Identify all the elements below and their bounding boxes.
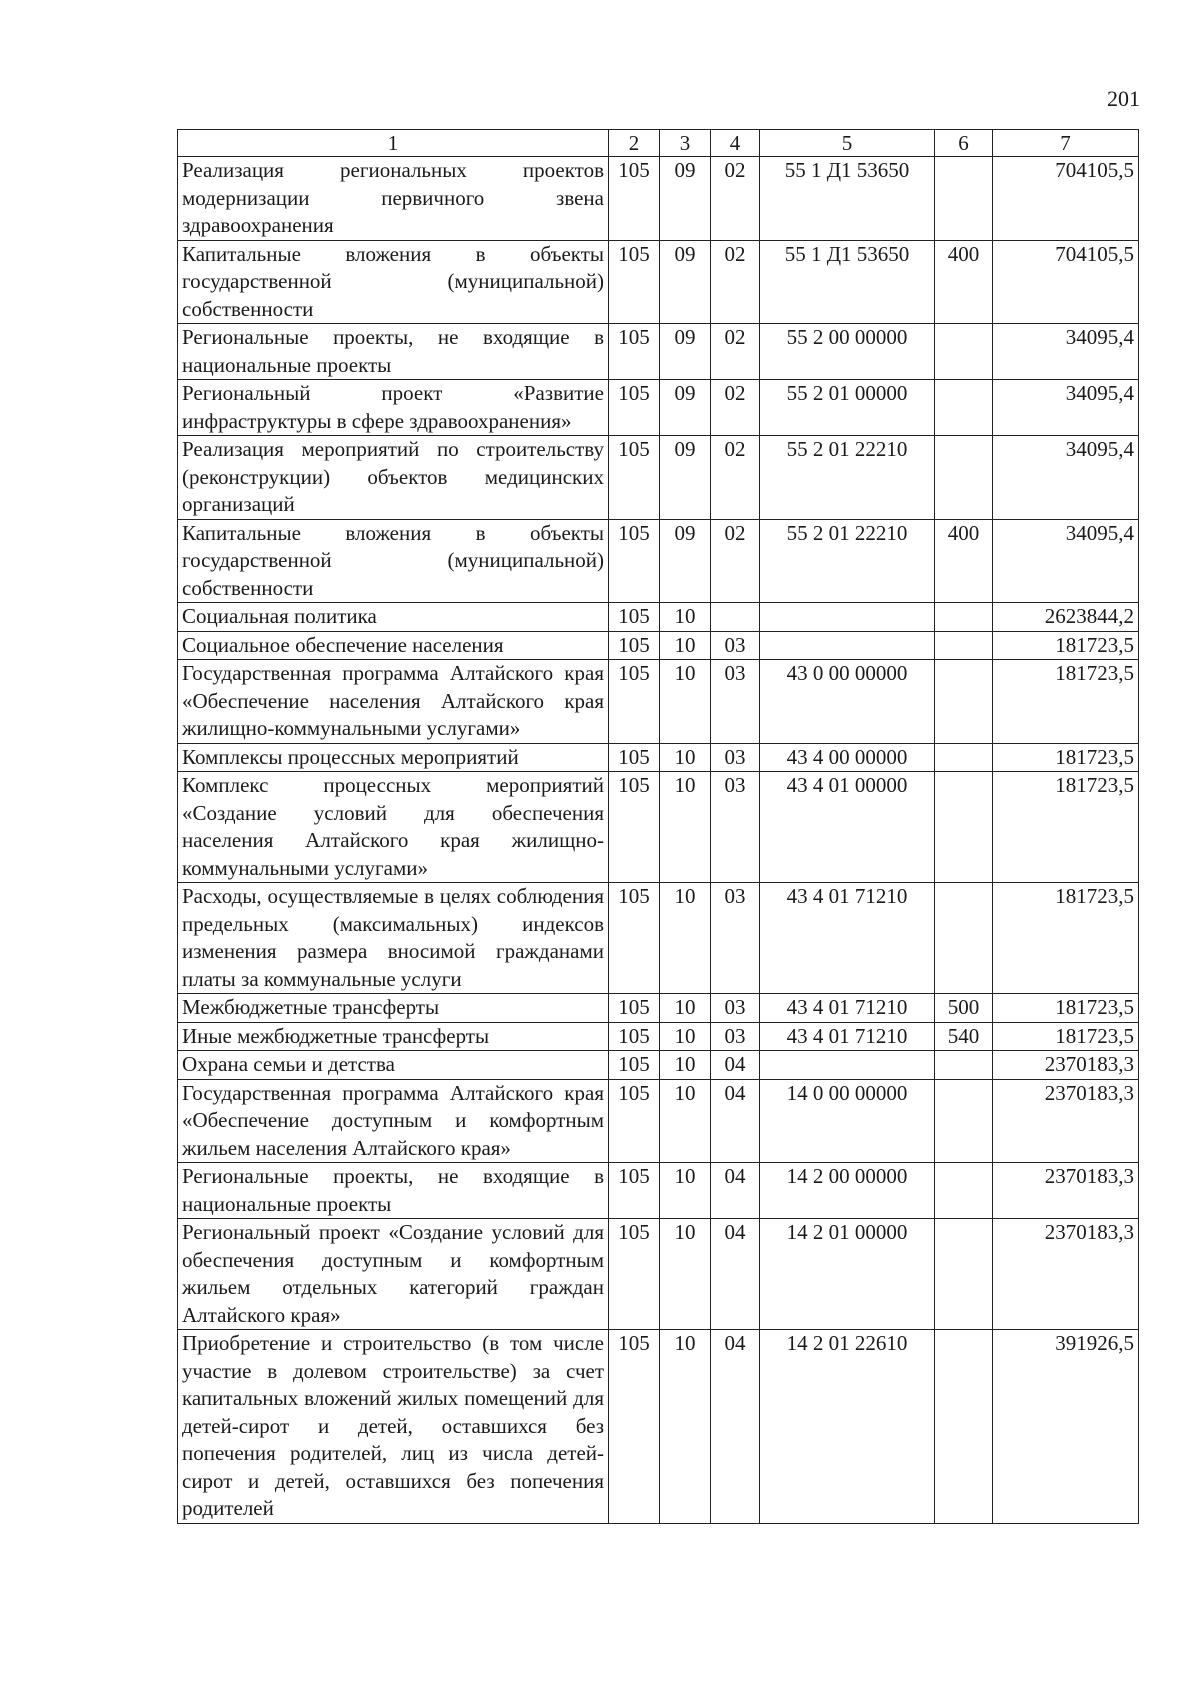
expense-type-cell [935,157,993,241]
subsection-code-cell: 02 [711,157,760,241]
table-row [178,324,1139,380]
table-row [178,743,1139,772]
expense-type-cell [935,631,993,660]
row-name-cell: Региональные проекты, не входящие в национальные проекты [178,324,609,380]
amount-cell: 2370183,3 [993,1219,1139,1330]
target-article-cell: 43 4 01 71210 [760,994,935,1023]
section-code-cell: 09 [660,240,711,324]
amount-cell: 34095,4 [993,519,1139,603]
ministry-code-cell: 105 [609,1219,660,1330]
amount-cell: 2370183,3 [993,1051,1139,1080]
header-cell-2: 2 [609,130,660,157]
section-code-cell: 09 [660,157,711,241]
target-article-cell: 43 0 00 00000 [760,660,935,744]
row-name-cell: Государственная программа Алтайского края «Обеспечение доступным и комфортным жильем населения Алтайского края» [178,1079,609,1163]
subsection-code-cell: 03 [711,743,760,772]
subsection-code-cell: 04 [711,1330,760,1524]
section-code-cell: 09 [660,436,711,520]
ministry-code-cell: 105 [609,603,660,632]
table-row [178,1051,1139,1080]
row-name-cell: Региональные проекты, не входящие в национальные проекты [178,1163,609,1219]
section-code-cell: 10 [660,1330,711,1524]
amount-cell: 181723,5 [993,1022,1139,1051]
row-name-cell: Комплекс процессных мероприятий «Создание условий для обеспечения населения Алтайского края жилищно-коммунальными услугами» [178,772,609,883]
row-name-cell: Капитальные вложения в объекты государственной (муниципальной) собственности [178,240,609,324]
expense-type-cell [935,743,993,772]
target-article-cell [760,631,935,660]
row-name-cell: Расходы, осуществляемые в целях соблюдения предельных (максимальных) индексов изменения размера вносимой гражданами платы за коммунальные услуги [178,883,609,994]
ministry-code-cell: 105 [609,1051,660,1080]
subsection-code-cell: 03 [711,772,760,883]
amount-cell: 2370183,3 [993,1079,1139,1163]
table-row [178,157,1139,241]
subsection-code-cell: 04 [711,1219,760,1330]
row-name-cell: Иные межбюджетные трансферты [178,1022,609,1051]
expense-type-cell [935,436,993,520]
table-row [178,1219,1139,1330]
expense-type-cell: 500 [935,994,993,1023]
row-name-cell: Приобретение и строительство (в том числе участие в долевом строительстве) за счет капитальных вложений жилых помещений для детей-сирот и детей, оставшихся без попечения родителей, лиц из числа детей-сирот и детей, оставшихся без попечения родителей [178,1330,609,1524]
header-cell-5: 5 [760,130,935,157]
subsection-code-cell: 04 [711,1051,760,1080]
expense-type-cell [935,1079,993,1163]
section-code-cell: 09 [660,324,711,380]
page-number: 201 [1107,86,1140,111]
section-code-cell: 10 [660,660,711,744]
target-article-cell: 55 1 Д1 53650 [760,157,935,241]
table-row [178,519,1139,603]
target-article-cell: 14 2 01 22610 [760,1330,935,1524]
expense-type-cell [935,1051,993,1080]
subsection-code-cell: 04 [711,1079,760,1163]
amount-cell: 181723,5 [993,660,1139,744]
amount-cell: 181723,5 [993,772,1139,883]
amount-cell: 34095,4 [993,380,1139,436]
ministry-code-cell: 105 [609,519,660,603]
header-cell-4: 4 [711,130,760,157]
ministry-code-cell: 105 [609,743,660,772]
section-code-cell: 10 [660,743,711,772]
ministry-code-cell: 105 [609,436,660,520]
budget-table [177,129,1139,1524]
section-code-cell: 10 [660,1163,711,1219]
subsection-code-cell: 02 [711,436,760,520]
section-code-cell: 10 [660,603,711,632]
ministry-code-cell: 105 [609,380,660,436]
table-row [178,883,1139,994]
target-article-cell: 55 2 01 22210 [760,519,935,603]
target-article-cell [760,1051,935,1080]
section-code-cell: 10 [660,631,711,660]
amount-cell: 2623844,2 [993,603,1139,632]
amount-cell: 391926,5 [993,1330,1139,1524]
subsection-code-cell: 02 [711,519,760,603]
row-name-cell: Социальная политика [178,603,609,632]
amount-cell: 181723,5 [993,883,1139,994]
expense-type-cell [935,603,993,632]
row-name-cell: Региональный проект «Развитие инфраструктуры в сфере здравоохранения» [178,380,609,436]
target-article-cell: 55 2 01 00000 [760,380,935,436]
header-cell-1: 1 [178,130,609,157]
table-row [178,436,1139,520]
table-row [178,631,1139,660]
expense-type-cell [935,660,993,744]
table-row [178,1022,1139,1051]
subsection-code-cell: 03 [711,883,760,994]
row-name-cell: Межбюджетные трансферты [178,994,609,1023]
table-row [178,603,1139,632]
ministry-code-cell: 105 [609,883,660,994]
subsection-code-cell: 02 [711,240,760,324]
ministry-code-cell: 105 [609,157,660,241]
subsection-code-cell: 03 [711,994,760,1023]
ministry-code-cell: 105 [609,994,660,1023]
target-article-cell: 43 4 01 71210 [760,883,935,994]
expense-type-cell [935,324,993,380]
expense-type-cell [935,1330,993,1524]
target-article-cell: 43 4 01 71210 [760,1022,935,1051]
table-row [178,1330,1139,1524]
section-code-cell: 10 [660,1022,711,1051]
table-row [178,1079,1139,1163]
ministry-code-cell: 105 [609,1163,660,1219]
row-name-cell: Охрана семьи и детства [178,1051,609,1080]
target-article-cell: 14 0 00 00000 [760,1079,935,1163]
ministry-code-cell: 105 [609,1079,660,1163]
amount-cell: 2370183,3 [993,1163,1139,1219]
subsection-code-cell: 03 [711,1022,760,1051]
row-name-cell: Капитальные вложения в объекты государственной (муниципальной) собственности [178,519,609,603]
section-code-cell: 10 [660,1219,711,1330]
amount-cell: 181723,5 [993,743,1139,772]
amount-cell: 704105,5 [993,240,1139,324]
target-article-cell: 14 2 00 00000 [760,1163,935,1219]
section-code-cell: 09 [660,519,711,603]
header-cell-3: 3 [660,130,711,157]
expense-type-cell [935,1163,993,1219]
table-row [178,1163,1139,1219]
section-code-cell: 10 [660,883,711,994]
ministry-code-cell: 105 [609,1022,660,1051]
subsection-code-cell: 02 [711,380,760,436]
ministry-code-cell: 105 [609,772,660,883]
row-name-cell: Комплексы процессных мероприятий [178,743,609,772]
section-code-cell: 10 [660,994,711,1023]
subsection-code-cell: 03 [711,631,760,660]
table-row [178,994,1139,1023]
header-cell-6: 6 [935,130,993,157]
section-code-cell: 10 [660,772,711,883]
section-code-cell: 09 [660,380,711,436]
row-name-cell: Реализация региональных проектов модернизации первичного звена здравоохранения [178,157,609,241]
subsection-code-cell [711,603,760,632]
header-row [178,130,1139,157]
expense-type-cell [935,380,993,436]
amount-cell: 34095,4 [993,436,1139,520]
target-article-cell: 55 2 00 00000 [760,324,935,380]
table-row [178,772,1139,883]
subsection-code-cell: 03 [711,660,760,744]
target-article-cell: 55 2 01 22210 [760,436,935,520]
amount-cell: 181723,5 [993,631,1139,660]
section-code-cell: 10 [660,1051,711,1080]
expense-type-cell [935,883,993,994]
target-article-cell: 43 4 00 00000 [760,743,935,772]
row-name-cell: Социальное обеспечение населения [178,631,609,660]
target-article-cell: 55 1 Д1 53650 [760,240,935,324]
amount-cell: 181723,5 [993,994,1139,1023]
expense-type-cell: 400 [935,519,993,603]
table-body [178,157,1139,1524]
ministry-code-cell: 105 [609,631,660,660]
subsection-code-cell: 04 [711,1163,760,1219]
target-article-cell [760,603,935,632]
section-code-cell: 10 [660,1079,711,1163]
expense-type-cell [935,1219,993,1330]
header-cell-7: 7 [993,130,1139,157]
ministry-code-cell: 105 [609,324,660,380]
amount-cell: 34095,4 [993,324,1139,380]
ministry-code-cell: 105 [609,660,660,744]
amount-cell: 704105,5 [993,157,1139,241]
subsection-code-cell: 02 [711,324,760,380]
row-name-cell: Региональный проект «Создание условий для обеспечения доступным и комфортным жильем отдельных категорий граждан Алтайского края» [178,1219,609,1330]
ministry-code-cell: 105 [609,1330,660,1524]
ministry-code-cell: 105 [609,240,660,324]
target-article-cell: 43 4 01 00000 [760,772,935,883]
row-name-cell: Реализация мероприятий по строительству (реконструкции) объектов медицинских организаций [178,436,609,520]
table-row [178,380,1139,436]
target-article-cell: 14 2 01 00000 [760,1219,935,1330]
table-row [178,660,1139,744]
expense-type-cell [935,772,993,883]
row-name-cell: Государственная программа Алтайского края «Обеспечение населения Алтайского края жилищно-коммунальными услугами» [178,660,609,744]
table-row [178,240,1139,324]
expense-type-cell: 400 [935,240,993,324]
expense-type-cell: 540 [935,1022,993,1051]
